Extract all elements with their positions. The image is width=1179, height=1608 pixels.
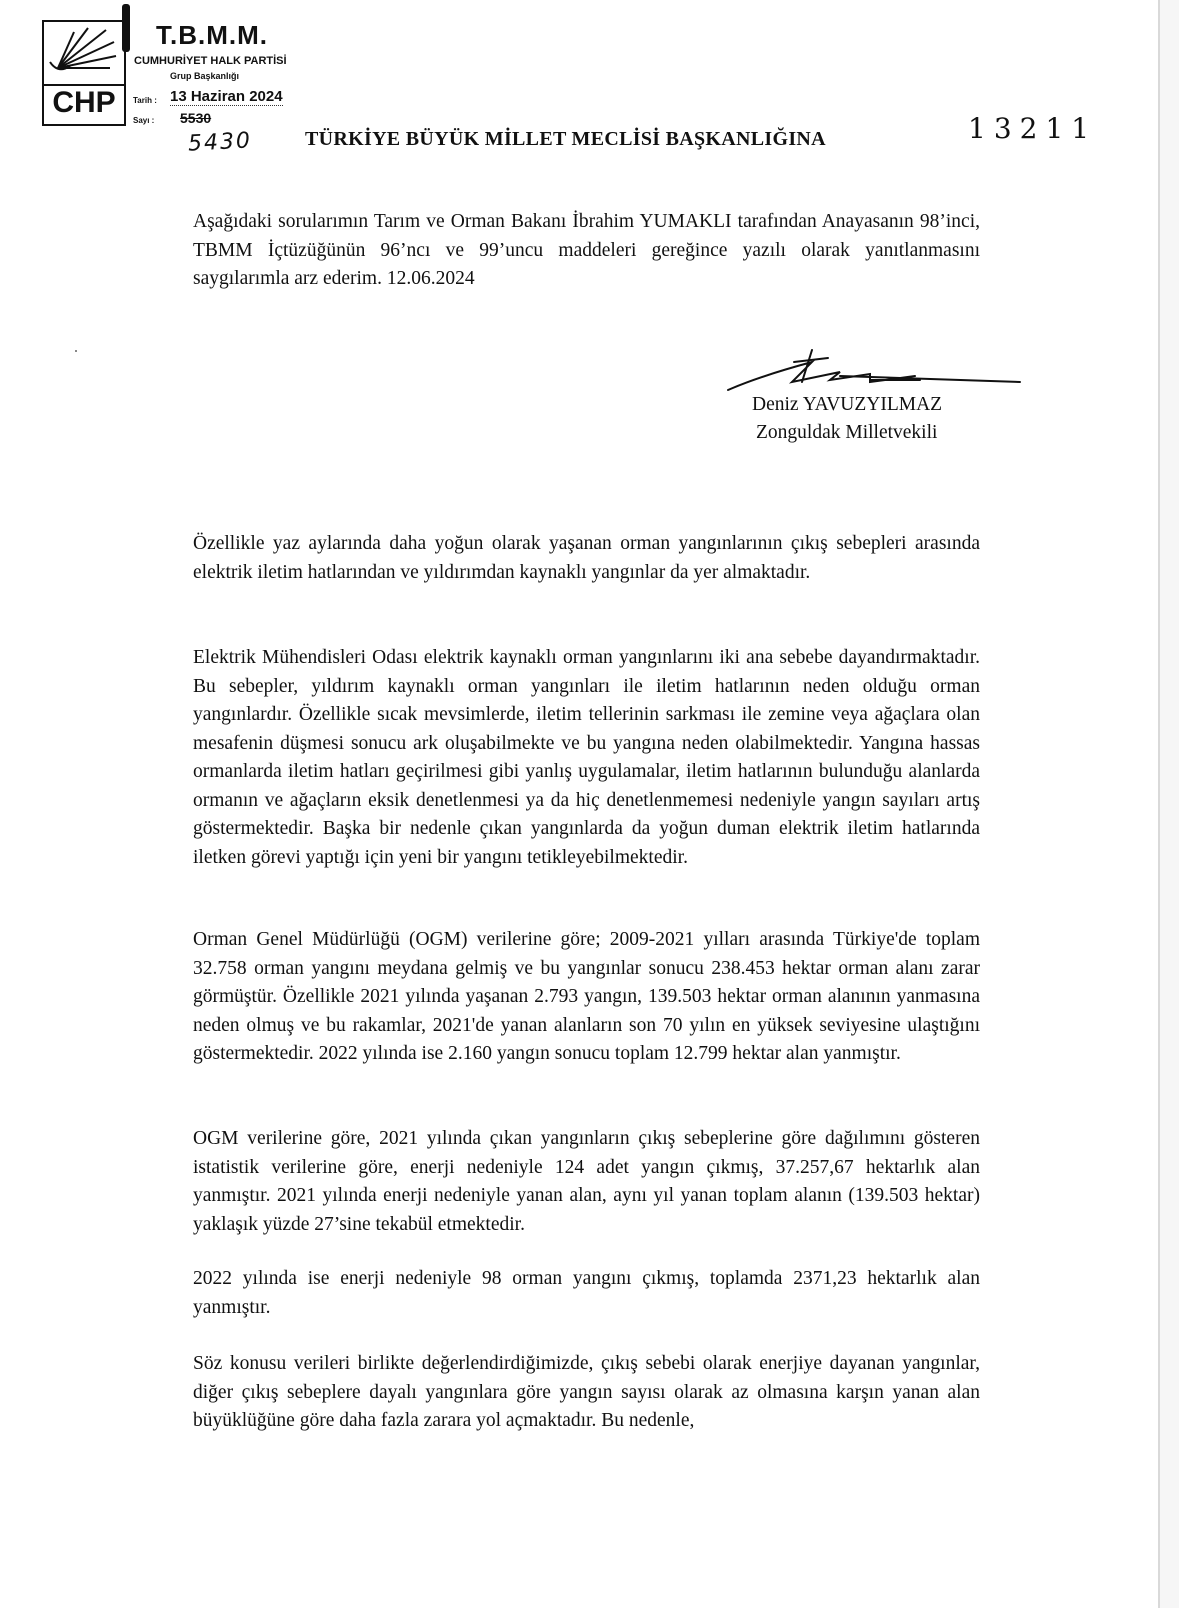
intro-paragraph: Aşağıdaki sorularımın Tarım ve Orman Bakanı İbrahim YUMAKLI tarafından Anayasanın 98’inci, TBMM İçtüzüğünün 96’ncı ve 99’uncu maddeleri gereğince yazılı olarak yanıtlanmasını saygılarımla arz ederim. 12.06.2024 bbox=[193, 211, 980, 289]
stamp-date: 13 Haziran 2024 bbox=[170, 88, 283, 105]
scan-speck bbox=[75, 350, 77, 352]
body-paragraph: 2022 yılında ise enerji nedeniyle 98 orman yangını çıkmış, toplamda 2371,23 hektarlık alan yanmıştır. bbox=[193, 1268, 980, 1318]
document-number: 13211 bbox=[968, 112, 1098, 145]
stamp-group: Grup Başkanlığı bbox=[170, 71, 240, 81]
document-heading: TÜRKİYE BÜYÜK MİLLET MECLİSİ BAŞKANLIĞINA bbox=[305, 128, 826, 150]
chp-logo bbox=[44, 22, 124, 86]
stamp-number-label: Sayı : bbox=[133, 116, 155, 125]
stamp-number-handwritten: 5430 bbox=[187, 128, 253, 157]
body-paragraph: Özellikle yaz aylarında daha yoğun olarak yaşanan orman yangınlarının çıkış sebepleri arasında elektrik iletim hatlarından ve yıldırımdan kaynaklı yangınlar da yer almaktadır. bbox=[193, 533, 980, 583]
signatory-title: Zonguldak Milletvekili bbox=[756, 422, 938, 443]
chp-arrows-icon bbox=[44, 22, 124, 82]
body-paragraph: Söz konusu verileri birlikte değerlendirdiğimizde, çıkış sebebi olarak enerjiye dayanan yangınlar, diğer çıkış sebeplere dayalı yangınlara göre yangın sayısı olarak az olmasına karşın yanan alan büyüklüğüne göre daha fazla zarara yol açmaktadır. Bu nedenle, bbox=[193, 1353, 980, 1431]
body-paragraph: Orman Genel Müdürlüğü (OGM) verilerine göre; 2009-2021 yılları arasında Türkiye'de toplam 32.758 orman yangını meydana gelmiş ve bu yangınlar sonucu 238.453 hektar orman alanı zarar görmüştür. Özellikle 2021 yılında yaşanan 2.793 yangın, 139.503 hektar orman alanının yanmasına neden olmuş ve bu rakamlar, 2021'de yanan alanların son 70 yılın en yüksek seviyesine ulaştığını göstermektedir. 2022 yılında ise 2.160 yangın sonucu toplam 12.799 hektar alan yanmıştır. bbox=[193, 929, 980, 1064]
chp-logo-text: CHP bbox=[52, 86, 116, 119]
signatory-name: Deniz YAVUZYILMAZ bbox=[752, 394, 943, 415]
stamp-number-struck: 5530 bbox=[180, 110, 212, 126]
stamp-institution: T.B.M.M. bbox=[156, 20, 268, 50]
stamp-date-label: Tarih : bbox=[133, 96, 157, 105]
body-paragraph: OGM verilerine göre, 2021 yılında çıkan yangınların çıkış sebeplerine göre dağılımını gösteren istatistik verilerine göre, enerji nedeniyle 124 adet yangın çıkmış, 37.257,67 hektarlık alan yanmıştır. 2021 yılında enerji nedeniyle yanan alan, aynı yıl yanan toplam alanın (139.503 hektar) yaklaşık yüzde 27’sine tekabül etmektedir. bbox=[193, 1128, 980, 1235]
stamp-party: CUMHURİYET HALK PARTİSİ bbox=[134, 55, 287, 67]
signature-graphic bbox=[720, 346, 1030, 398]
body-paragraph: Elektrik Mühendisleri Odası elektrik kaynaklı orman yangınlarını iki ana sebebe dayandırmaktadır. Bu sebepler, yıldırım kaynaklı orman yangınları ile iletim hatlarının neden olduğu orman yangınlardır. Özellikle sıcak mevsimlerde, iletim tellerinin sarkması ile zemine veya ağaçlara olan mesafenin düşmesi sonucu ark oluşabilmekte ve bu yangına neden olabilmektedir. Yangına hassas ormanlarda iletim hatları geçirilmesi gibi yanlış uygulamalar, iletim hatlarının bulunduğu alanlarda ormanın ve ağaçların eksik denetlenmesi ya da hiç denetlenmemesi nedeniyle yangın sayıları artış göstermektedir. Başka bir nedenle çıkan yangınlarda da yoğun duman elektrik iletim hatlarında iletken görevi yaptığı için yeni bir yangını tetikleyebilmektedir. bbox=[193, 647, 980, 868]
chp-stamp bbox=[42, 20, 126, 126]
